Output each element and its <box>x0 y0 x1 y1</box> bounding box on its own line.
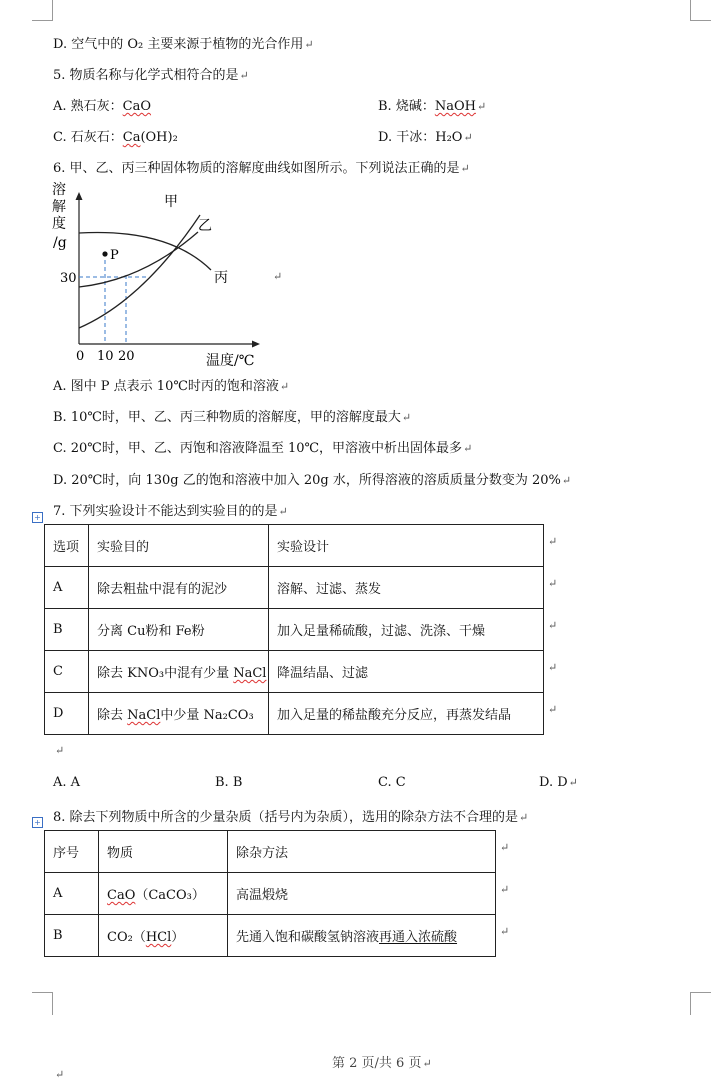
purpose-formula: NaCl <box>233 666 267 681</box>
table-header-cell: 实验目的 <box>89 525 269 567</box>
purpose-text: 除去 <box>97 708 128 723</box>
table-cell-method: 高温煅烧 <box>228 873 496 915</box>
q8-stem-text: 8. 除去下列物质中所含的少量杂质（括号内为杂质），选用的除杂方法不合理的是 <box>53 810 519 825</box>
table-header-row <box>45 525 544 567</box>
table-row <box>45 873 496 915</box>
paragraph-mark: ↵ <box>401 411 412 424</box>
q6-option-d <box>53 469 571 488</box>
y-axis-label-2: 解 <box>52 199 66 215</box>
row-end-mark: ↵ <box>548 703 558 716</box>
table-row <box>45 693 544 735</box>
paragraph-mark: ↵ <box>55 744 65 757</box>
y-axis-arrow <box>76 192 83 200</box>
y-axis-label-3: 度 <box>52 216 66 232</box>
paragraph-mark: ↵ <box>463 131 473 144</box>
x-tick-0: 0 <box>76 349 85 364</box>
row-end-mark: ↵ <box>500 883 510 896</box>
table-header-cell: 实验设计 <box>269 525 544 567</box>
q4-option-d <box>53 33 314 52</box>
q5-option-b-formula: NaOH <box>434 99 476 114</box>
q7-answer-a: A. A <box>53 775 81 790</box>
q5-stem <box>53 64 249 83</box>
paragraph-mark: ↵ <box>239 69 249 82</box>
paragraph-mark: ↵ <box>568 776 578 789</box>
table-cell-option: D <box>45 693 89 735</box>
q5-option-b <box>378 95 486 114</box>
q5-option-a <box>53 95 151 114</box>
row-end-mark: ↵ <box>548 619 558 632</box>
table-cell-option: C <box>45 651 89 693</box>
page-footer <box>332 1052 432 1071</box>
purpose-text-tail: 中少量 Na₂CO₃ <box>160 708 254 723</box>
curve-yi-label: 乙 <box>198 218 212 234</box>
x-tick-20: 20 <box>118 349 135 364</box>
table-header-cell: 除杂方法 <box>228 831 496 873</box>
row-end-mark: ↵ <box>548 535 558 548</box>
table-cell-substance <box>99 873 228 915</box>
row-end-mark: ↵ <box>548 661 558 674</box>
q5-option-d <box>378 126 473 145</box>
corner-mark-bottom-right <box>690 992 711 1015</box>
q7-answer-c: C. C <box>378 775 406 790</box>
q6-option-b-text: B. 10℃时，甲、乙、丙三种物质的溶解度，甲的溶解度最大 <box>53 410 401 425</box>
table-cell-no: B <box>45 915 99 957</box>
row-end-mark: ↵ <box>548 577 558 590</box>
paragraph-mark: ↵ <box>55 1068 65 1081</box>
q7-stem-text: 7. 下列实验设计不能达到实验目的的是 <box>53 504 278 519</box>
table-row <box>45 915 496 957</box>
q7-stem <box>53 500 288 519</box>
corner-mark-top-right <box>690 0 711 21</box>
q7-answer-d <box>539 775 578 790</box>
q5-option-b-label: B. 烧碱： <box>378 99 435 114</box>
table-cell-design: 溶解、过滤、蒸发 <box>269 567 544 609</box>
table-cell-purpose: 除去粗盐中混有的泥沙 <box>89 567 269 609</box>
point-p-label: P <box>110 248 119 263</box>
graph-paragraph-mark: ↵ <box>273 270 283 283</box>
q6-option-c-text: C. 20℃时，甲、乙、丙饱和溶液降温至 10℃，甲溶液中析出固体最多 <box>53 441 463 456</box>
paragraph-mark: ↵ <box>278 505 288 518</box>
corner-mark-bottom-left <box>32 992 53 1015</box>
table-cell-design: 加入足量稀硫酸，过滤、洗涤、干燥 <box>269 609 544 651</box>
purpose-formula: NaCl <box>127 708 161 723</box>
table-move-handle[interactable]: + <box>32 512 43 523</box>
row-end-mark: ↵ <box>500 925 510 938</box>
table-row <box>45 651 544 693</box>
method-text-underlined: 再通入浓硫酸 <box>379 930 458 945</box>
table-row <box>45 609 544 651</box>
y-tick-30: 30 <box>60 271 77 286</box>
substance-impurity: （CaCO₃） <box>135 888 205 903</box>
table-row <box>45 567 544 609</box>
substance-formula: CaO <box>107 888 136 903</box>
table-cell-option: A <box>45 567 89 609</box>
q6-option-b <box>53 406 411 425</box>
q5-option-c-label: C. 石灰石： <box>53 130 123 145</box>
table-move-handle[interactable]: + <box>32 817 43 828</box>
q8-stem <box>53 806 528 825</box>
y-axis-label-4: /g <box>53 235 67 251</box>
q5-option-c <box>53 126 178 145</box>
table-cell-substance <box>99 915 228 957</box>
substance-close-paren: ） <box>171 930 185 945</box>
q5-option-c-formula-ca: Ca <box>122 130 141 145</box>
q8-table <box>44 830 496 957</box>
x-axis-arrow <box>252 341 260 348</box>
page-number: 第 2 页/共 6 页 <box>332 1056 422 1071</box>
corner-mark-top-left <box>32 0 53 21</box>
paragraph-mark: ↵ <box>561 474 572 487</box>
paragraph-mark: ↵ <box>422 1057 432 1070</box>
table-cell-option: B <box>45 609 89 651</box>
x-axis-label: 温度/℃ <box>206 353 255 369</box>
table-cell-purpose <box>89 693 269 735</box>
paragraph-mark: ↵ <box>519 811 529 824</box>
q6-stem-text: 6. 甲、乙、丙三种固体物质的溶解度曲线如图所示。下列说法正确的是 <box>53 161 460 176</box>
curve-jia-label: 甲 <box>164 194 178 210</box>
paragraph-mark: ↵ <box>476 100 487 113</box>
paragraph-mark: ↵ <box>279 380 290 393</box>
substance-impurity: HCl <box>145 930 172 945</box>
table-header-cell: 选项 <box>45 525 89 567</box>
table-cell-no: A <box>45 873 99 915</box>
curve-bing-label: 丙 <box>214 270 228 286</box>
curve-yi <box>79 232 198 287</box>
q5-option-a-label: A. 熟石灰： <box>53 99 123 114</box>
q6-option-a <box>53 375 289 394</box>
q6-option-d-text: D. 20℃时，向 130g 乙的饱和溶液中加入 20g 水，所得溶液的溶质质量分数变为 20% <box>53 473 561 488</box>
q5-option-d-label: D. 干冰： <box>378 130 436 145</box>
q5-stem-text: 5. 物质名称与化学式相符合的是 <box>53 68 239 83</box>
table-cell-purpose <box>89 651 269 693</box>
q6-stem <box>53 157 470 176</box>
table-header-cell: 序号 <box>45 831 99 873</box>
paragraph-mark: ↵ <box>304 38 314 51</box>
q6-option-a-text: A. 图中 P 点表示 10℃时丙的饱和溶液 <box>53 379 279 394</box>
q5-option-a-formula: CaO <box>122 99 152 114</box>
x-tick-10: 10 <box>97 349 114 364</box>
method-text: 先通入饱和碳酸氢钠溶液 <box>236 930 380 945</box>
substance-formula: CO₂（ <box>107 930 146 945</box>
q7-answer-d-text: D. D <box>539 775 568 790</box>
solubility-graph <box>48 180 308 370</box>
y-axis-label-1: 溶 <box>52 182 66 198</box>
point-p <box>102 251 107 256</box>
q4-option-d-text: D. 空气中的 O₂ 主要来源于植物的光合作用 <box>53 37 304 52</box>
q5-option-d-formula: H₂O <box>435 130 463 145</box>
paragraph-mark: ↵ <box>463 442 473 455</box>
table-header-row <box>45 831 496 873</box>
row-end-mark: ↵ <box>500 841 510 854</box>
q5-option-c-formula-oh: (OH)₂ <box>140 130 178 145</box>
table-cell-method <box>228 915 496 957</box>
purpose-text: 除去 KNO₃中混有少量 <box>97 666 234 681</box>
paragraph-mark: ↵ <box>460 162 470 175</box>
table-cell-design: 加入足量的稀盐酸充分反应，再蒸发结晶 <box>269 693 544 735</box>
q6-option-c <box>53 437 472 456</box>
q7-table <box>44 524 544 735</box>
table-cell-purpose: 分离 Cu粉和 Fe粉 <box>89 609 269 651</box>
q7-answer-b: B. B <box>215 775 243 790</box>
table-cell-design: 降温结晶、过滤 <box>269 651 544 693</box>
table-header-cell: 物质 <box>99 831 228 873</box>
